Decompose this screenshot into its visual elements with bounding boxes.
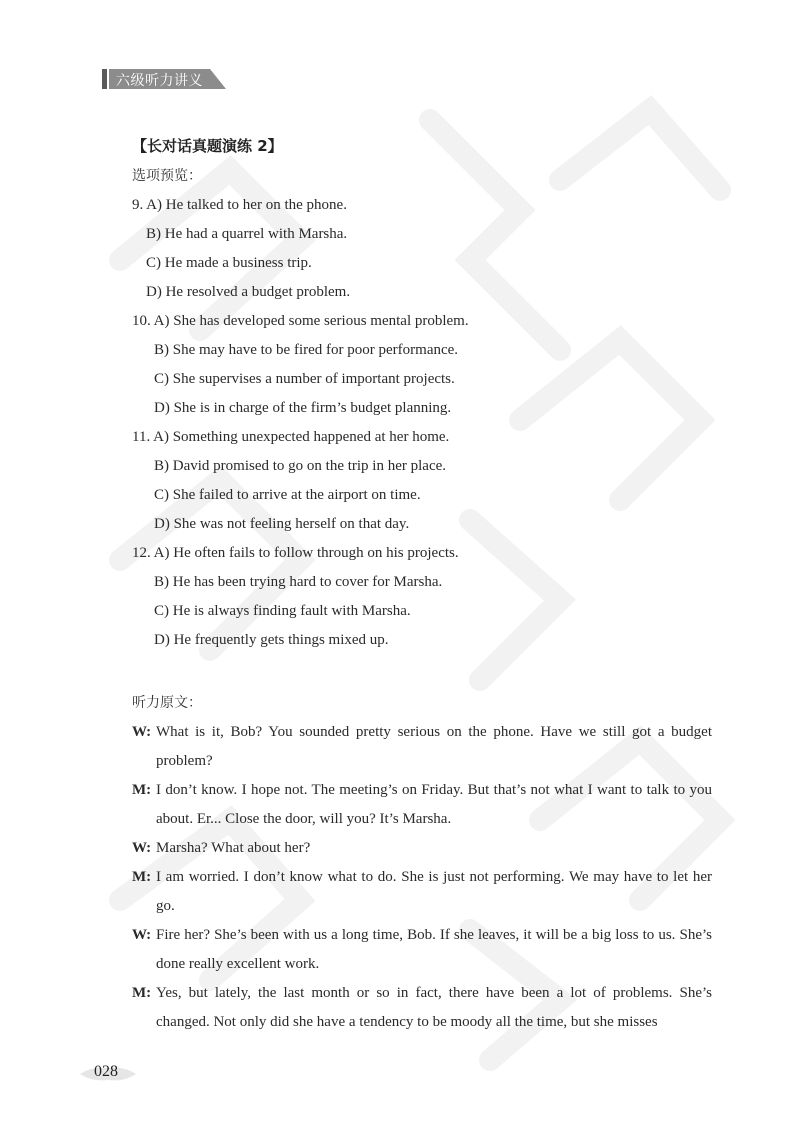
option-item: B) David promised to go on the trip in her place.: [154, 458, 447, 474]
dialogue-text: Marsha? What about her?: [156, 840, 311, 856]
option-item: D) She was not feeling herself on that day.: [154, 516, 410, 532]
option-item: D) He frequently gets things mixed up.: [154, 632, 389, 648]
speaker-label: M:: [132, 985, 152, 1001]
speaker-label: W:: [132, 724, 152, 740]
option-item: C) He made a business trip.: [146, 255, 312, 271]
options-heading: 选项预览：: [132, 168, 202, 184]
option-item: 10. A) She has developed some serious mental problem.: [132, 313, 469, 329]
question-block: [132, 423, 712, 539]
option-item: 12. A) He often fails to follow through on his projects.: [132, 545, 459, 561]
dialogue-turn: [132, 921, 712, 979]
transcript: [132, 718, 712, 1037]
speaker-label: W:: [132, 927, 152, 943]
transcript-heading: 听力原文：: [132, 695, 202, 711]
dialogue-text: Fire her? She’s been with us a long time, Bob. If she leaves, it will be a big loss to us. She’s done really excellent work.: [156, 927, 712, 972]
option-item: 11. A) Something unexpected happened at her home.: [132, 429, 450, 445]
option-item: B) He had a quarrel with Marsha.: [146, 226, 348, 242]
section-header-tab: [102, 69, 226, 89]
section-title: 【长对话真题演练 2】: [132, 137, 283, 155]
dialogue-turn: [132, 979, 712, 1037]
option-item: B) He has been trying hard to cover for Marsha.: [154, 574, 443, 590]
question-block: [132, 539, 712, 655]
option-item: C) She supervises a number of important projects.: [154, 371, 455, 387]
option-item: D) He resolved a budget problem.: [146, 284, 351, 300]
header-title: 六级听力讲义: [116, 73, 203, 89]
dialogue-turn: [132, 834, 712, 863]
page-number: 028: [94, 1063, 118, 1080]
option-item: C) She failed to arrive at the airport on time.: [154, 487, 421, 503]
dialogue-text: Yes, but lately, the last month or so in fact, there have been a lot of problems. She’s changed. Not only did she have a tendency to be moody all the time, but she misses: [156, 985, 712, 1030]
dialogue-turn: [132, 776, 712, 834]
dialogue-turn: [132, 718, 712, 776]
page-number-badge: [78, 1060, 138, 1088]
page-content: [132, 133, 712, 1037]
question-block: [132, 191, 712, 307]
dialogue-text: What is it, Bob? You sounded pretty serious on the phone. Have we still got a budget problem?: [156, 724, 712, 769]
dialogue-text: I don’t know. I hope not. The meeting’s on Friday. But that’s not what I want to talk to you about. Er... Close the door, will you? It’s Marsha.: [156, 782, 712, 827]
speaker-label: M:: [132, 782, 152, 798]
dialogue-turn: [132, 863, 712, 921]
dialogue-text: I am worried. I don’t know what to do. She is just not performing. We may have to let her go.: [156, 869, 712, 914]
option-item: B) She may have to be fired for poor performance.: [154, 342, 459, 358]
question-block: [132, 307, 712, 423]
option-item: D) She is in charge of the firm’s budget planning.: [154, 400, 452, 416]
speaker-label: M:: [132, 869, 152, 885]
speaker-label: W:: [132, 840, 152, 856]
option-item: C) He is always finding fault with Marsha.: [154, 603, 411, 619]
option-item: 9. A) He talked to her on the phone.: [132, 197, 347, 213]
